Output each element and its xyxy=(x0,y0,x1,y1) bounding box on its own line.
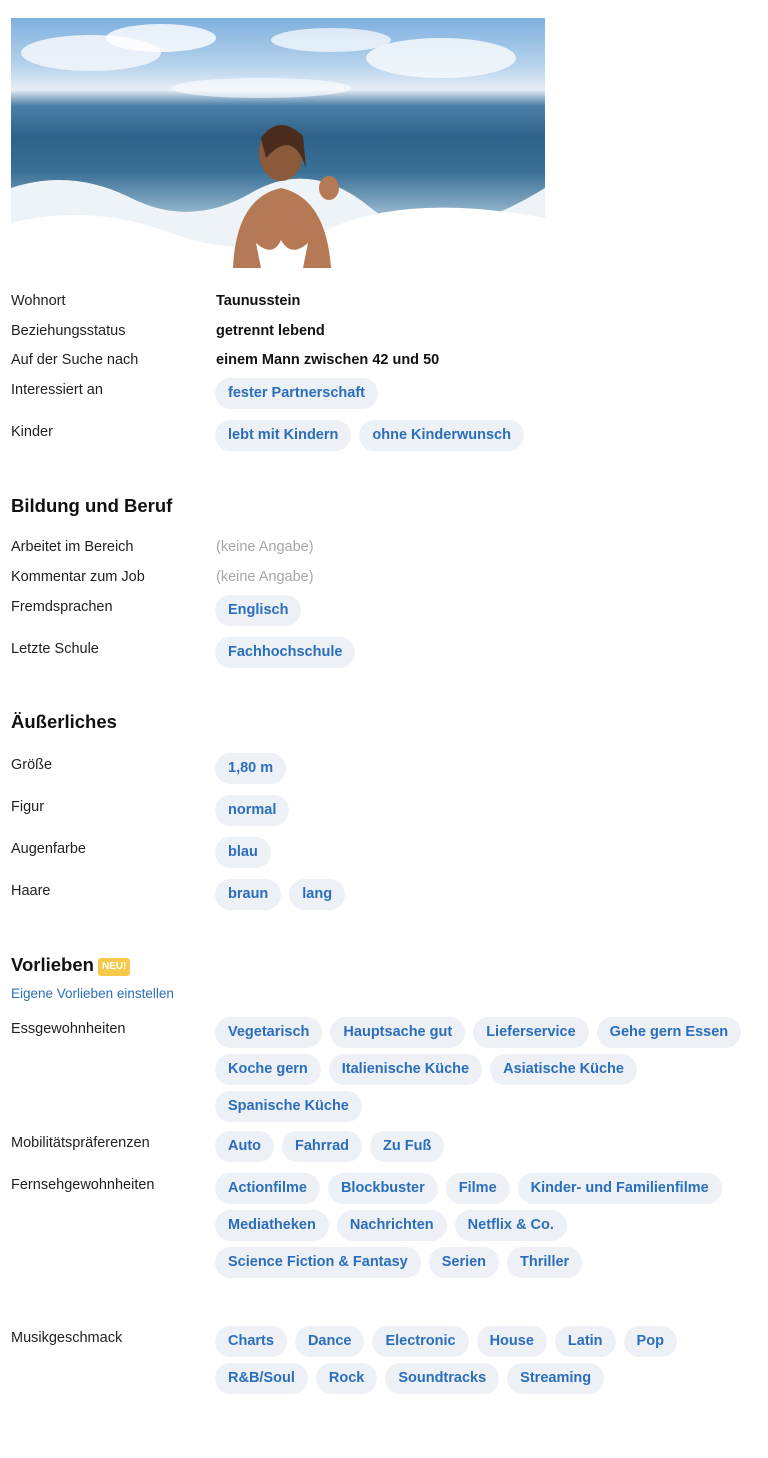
pref-row-essgewohnheiten xyxy=(11,1020,751,1114)
chip[interactable]: braun xyxy=(215,879,281,910)
chip[interactable]: Science Fiction & Fantasy xyxy=(215,1247,421,1278)
chip[interactable]: Actionfilme xyxy=(215,1173,320,1204)
field-label: Letzte Schule xyxy=(11,641,99,657)
chip[interactable]: lang xyxy=(289,879,345,910)
field-value: getrennt lebend xyxy=(216,323,325,339)
chip[interactable]: Kinder- und Familienfilme xyxy=(518,1173,722,1204)
chip[interactable]: ohne Kinderwunsch xyxy=(359,420,524,451)
chip[interactable]: Gehe gern Essen xyxy=(597,1017,741,1048)
chip[interactable]: Streaming xyxy=(507,1363,604,1394)
chip[interactable]: Pop xyxy=(624,1326,677,1357)
chip-list xyxy=(215,637,755,668)
app-row-figur xyxy=(11,798,751,828)
chip[interactable]: Asiatische Küche xyxy=(490,1054,637,1085)
chip[interactable]: Englisch xyxy=(215,595,301,626)
chip[interactable]: Soundtracks xyxy=(385,1363,499,1394)
edu-row-arbeitet xyxy=(11,538,751,568)
section-title-aeusserliches: Äußerliches xyxy=(11,711,117,732)
pref-row-fernsehen xyxy=(11,1176,751,1270)
field-label: Musikgeschmack xyxy=(11,1330,123,1346)
pref-row-mobilitaet xyxy=(11,1134,751,1164)
chip[interactable]: Latin xyxy=(555,1326,616,1357)
edit-preferences-link[interactable]: Eigene Vorlieben einstellen xyxy=(11,986,174,1001)
app-row-haare xyxy=(11,882,751,912)
field-value: einem Mann zwischen 42 und 50 xyxy=(216,352,440,368)
profile-row-auf-der-suche-nach xyxy=(11,351,751,381)
edu-row-letzte-schule xyxy=(11,640,751,670)
chip[interactable]: Electronic xyxy=(372,1326,468,1357)
chip-list xyxy=(215,420,755,451)
section-title-text: Vorlieben xyxy=(11,954,94,975)
section-title-vorlieben xyxy=(11,953,130,977)
field-label: Wohnort xyxy=(11,293,66,309)
field-label: Auf der Suche nach xyxy=(11,352,139,368)
chip[interactable]: Thriller xyxy=(507,1247,582,1278)
chip[interactable]: Spanische Küche xyxy=(215,1091,362,1122)
chip[interactable]: Nachrichten xyxy=(337,1210,447,1241)
profile-photo[interactable] xyxy=(11,18,545,283)
chip[interactable]: Zu Fuß xyxy=(370,1131,444,1162)
chip[interactable]: lebt mit Kindern xyxy=(215,420,351,451)
chip-list xyxy=(215,1131,755,1162)
chip[interactable]: Vegetarisch xyxy=(215,1017,322,1048)
chip[interactable]: Blockbuster xyxy=(328,1173,438,1204)
chip-list xyxy=(215,795,755,826)
chip[interactable]: 1,80 m xyxy=(215,753,286,784)
field-label: Interessiert an xyxy=(11,382,103,398)
chip-list xyxy=(215,1326,755,1394)
field-label: Größe xyxy=(11,757,53,773)
chip[interactable]: Netflix & Co. xyxy=(455,1210,567,1241)
app-row-groesse xyxy=(11,756,751,786)
chip-list xyxy=(215,1017,755,1122)
field-label: Arbeitet im Bereich xyxy=(11,539,134,555)
chip[interactable]: Koche gern xyxy=(215,1054,321,1085)
chip-list xyxy=(215,837,755,868)
chip[interactable]: House xyxy=(477,1326,547,1357)
chip-list xyxy=(215,753,755,784)
chip[interactable]: Hauptsache gut xyxy=(330,1017,465,1048)
field-label: Fernsehgewohnheiten xyxy=(11,1177,155,1193)
profile-row-interessiert-an xyxy=(11,381,751,411)
chip[interactable]: Lieferservice xyxy=(473,1017,588,1048)
chip[interactable]: fester Partnerschaft xyxy=(215,378,378,409)
profile-row-beziehungsstatus xyxy=(11,322,751,352)
section-title-bildung: Bildung und Beruf xyxy=(11,495,173,516)
chip[interactable]: Serien xyxy=(429,1247,499,1278)
chip[interactable]: Dance xyxy=(295,1326,365,1357)
field-label: Beziehungsstatus xyxy=(11,323,126,339)
edu-row-kommentar xyxy=(11,568,751,598)
field-label: Augenfarbe xyxy=(11,841,86,857)
chip-list xyxy=(215,1173,755,1278)
chip[interactable]: Mediatheken xyxy=(215,1210,329,1241)
edu-row-fremdsprachen xyxy=(11,598,751,628)
chip[interactable]: Fahrrad xyxy=(282,1131,362,1162)
new-badge: NEU! xyxy=(98,958,130,976)
field-label: Essgewohnheiten xyxy=(11,1021,126,1037)
chip-list xyxy=(215,879,755,910)
chip[interactable]: Rock xyxy=(316,1363,377,1394)
field-label: Mobilitätspräferenzen xyxy=(11,1135,150,1151)
chip[interactable]: normal xyxy=(215,795,289,826)
pref-row-musik xyxy=(11,1329,751,1386)
chip[interactable]: blau xyxy=(215,837,271,868)
chip[interactable]: R&B/Soul xyxy=(215,1363,308,1394)
chip[interactable]: Fachhochschule xyxy=(215,637,355,668)
field-label: Kommentar zum Job xyxy=(11,569,145,585)
profile-photo-illustration xyxy=(11,18,545,283)
chip-list xyxy=(215,378,755,409)
field-label: Haare xyxy=(11,883,51,899)
field-label: Kinder xyxy=(11,424,53,440)
chip[interactable]: Italienische Küche xyxy=(329,1054,482,1085)
chip-list xyxy=(215,595,755,626)
profile-row-kinder xyxy=(11,423,751,453)
field-label: Fremdsprachen xyxy=(11,599,113,615)
chip[interactable]: Auto xyxy=(215,1131,274,1162)
chip[interactable]: Filme xyxy=(446,1173,510,1204)
profile-row-wohnort xyxy=(11,292,751,322)
chip[interactable]: Charts xyxy=(215,1326,287,1357)
field-value: (keine Angabe) xyxy=(216,539,314,555)
app-row-augenfarbe xyxy=(11,840,751,870)
field-value: (keine Angabe) xyxy=(216,569,314,585)
field-value: Taunusstein xyxy=(216,293,301,309)
field-label: Figur xyxy=(11,799,45,815)
